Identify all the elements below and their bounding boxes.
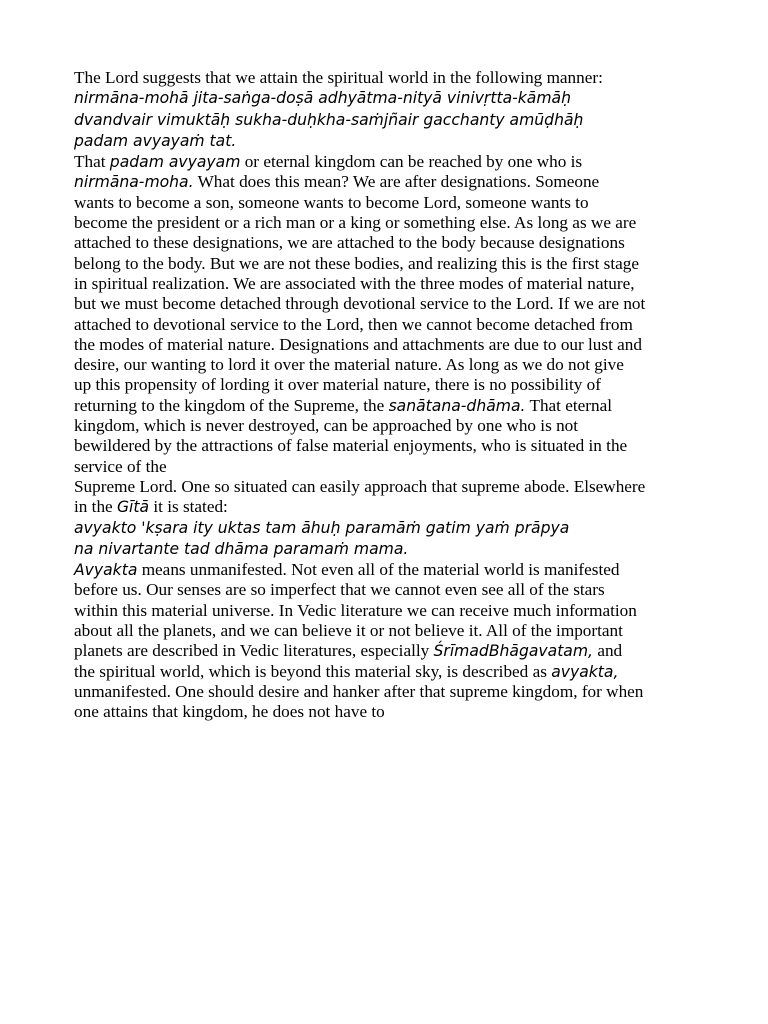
text-line: within this material universe. In Vedic literature we can receive much information	[74, 600, 637, 620]
text-line: about all the planets, and we can believe it or not believe it. All of the important	[74, 621, 623, 641]
intro-line: The Lord suggests that we attain the spiritual world in the following manner:	[74, 68, 603, 87]
text-run: in the	[74, 497, 117, 517]
text-run: That eternal	[525, 395, 613, 415]
paragraph-1	[74, 152, 704, 517]
text-line	[74, 172, 704, 192]
text-line: the modes of material nature. Designations and attachments are due to our lust and	[74, 334, 642, 354]
italic-term: nirmāna-moha.	[74, 173, 194, 192]
verse-line: na nivartante tad dhāma paramaṁ mama.	[74, 539, 409, 558]
text-line	[74, 497, 704, 517]
text-line: desire, our wanting to lord it over the material nature. As long as we do not give	[74, 355, 624, 375]
italic-term: avyakta,	[551, 662, 619, 681]
text-run: it is stated:	[149, 497, 228, 517]
text-run: planets are described in Vedic literatures, especially	[74, 641, 434, 661]
italic-term: padam avyayam	[109, 153, 241, 172]
verse-line: padam avyayaṁ tat.	[74, 131, 237, 150]
text-line: one attains that kingdom, he does not have to	[74, 702, 385, 722]
italic-term: sanātana-dhāma.	[388, 396, 526, 415]
text-line: unmanifested. One should desire and hanker after that supreme kingdom, for when	[74, 681, 644, 701]
text-line	[74, 396, 704, 416]
text-line: attached to devotional service to the Lord, then we cannot become detached from	[74, 314, 633, 334]
paragraph-2	[74, 560, 704, 722]
text-run: the spiritual world, which is beyond this material sky, is described as	[74, 661, 552, 681]
text-run: and	[593, 641, 623, 661]
text-run: That	[74, 152, 110, 172]
text-line: before us. Our senses are so imperfect that we cannot even see all of the stars	[74, 580, 605, 600]
text-line: kingdom, which is never destroyed, can be approached by one who is not	[74, 416, 579, 436]
text-line: attached to these designations, we are attached to the body because designations	[74, 233, 625, 253]
text-line: but we must become detached through devotional service to the Lord. If we are not	[74, 294, 646, 314]
text-line	[74, 662, 704, 682]
verse-line: nirmāna-mohā jita-saṅga-doṣā adhyātma-nityā vinivṛtta-kāmāḥ	[74, 89, 571, 108]
text-run: or eternal kingdom can be reached by one who is	[240, 152, 583, 172]
text-line: bewildered by the attractions of false material enjoyments, who is situated in the	[74, 436, 628, 456]
text-line	[74, 560, 704, 580]
text-line: service of the	[74, 456, 167, 476]
text-line: belong to the body. But we are not these bodies, and realizing this is the first stage	[74, 253, 639, 273]
verse-line: dvandvair vimuktāḥ sukha-duḥkha-saṁjñair gacchanty amūḍhāḥ	[74, 110, 584, 129]
text-line: wants to become a son, someone wants to become Lord, someone wants to	[74, 192, 589, 212]
text-line	[74, 641, 704, 661]
text-line: Supreme Lord. One so situated can easily approach that supreme abode. Elsewhere	[74, 476, 646, 496]
text-line: up this propensity of lording it over material nature, there is no possibility of	[74, 375, 601, 395]
text-run: What does this mean? We are after designations. Someone	[193, 172, 600, 192]
text-line	[74, 152, 704, 172]
italic-term: Gītā	[116, 498, 150, 517]
verse-2	[74, 518, 704, 561]
italic-term: ŚrīmadBhāgavatam,	[433, 642, 594, 661]
document-page	[74, 68, 704, 723]
text-line: become the president or a rich man or a king or something else. As long as we are	[74, 213, 637, 233]
text-run: means unmanifested. Not even all of the material world is manifested	[137, 560, 620, 580]
verse-line: avyakto 'kṣara ity uktas tam āhuḥ paramāṁ gatim yaṁ prāpya	[74, 518, 570, 537]
italic-term: Avyakta	[74, 561, 138, 580]
verse-1	[74, 88, 704, 152]
text-run: returning to the kingdom of the Supreme, the	[74, 395, 389, 415]
text-line: in spiritual realization. We are associated with the three modes of material nature,	[74, 273, 635, 293]
